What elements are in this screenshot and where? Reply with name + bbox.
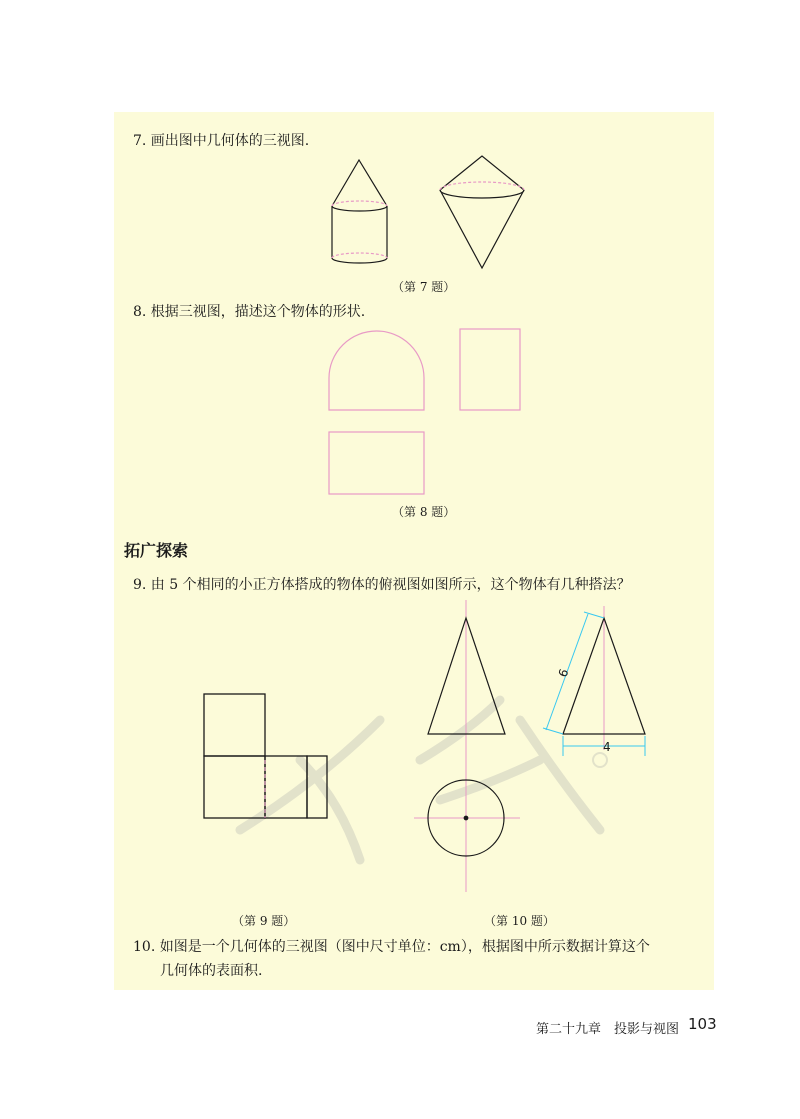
- double-cone-figure: [440, 156, 524, 268]
- caption-10: （第 10 题）: [484, 914, 555, 928]
- problem-10-line1: 10. 如图是一个几何体的三视图（图中尺寸单位：cm），根据图中所示数据计算这个: [133, 939, 650, 955]
- caption-9: （第 9 题）: [232, 914, 296, 928]
- front-view-arch: [329, 331, 424, 410]
- side-view-rect: [460, 329, 520, 410]
- dimension-base-label: 4: [603, 740, 611, 754]
- page-number: 103: [688, 1015, 717, 1033]
- three-views-figure: [329, 329, 520, 494]
- watermark-logo: [240, 700, 607, 860]
- caption-8: （第 8 题）: [392, 505, 456, 519]
- dimension-slant-label: 6: [555, 667, 572, 680]
- problem-9: 9. 由 5 个相同的小正方体搭成的物体的俯视图如图所示，这个物体有几种搭法？: [133, 577, 631, 593]
- problem-10-line2: 几何体的表面积.: [160, 963, 263, 979]
- section-title: 拓广探索: [124, 541, 189, 560]
- top-view-rect: [329, 432, 424, 494]
- cone-cylinder-figure: [332, 160, 387, 263]
- chapter-footer: 第二十九章 投影与视图: [536, 1022, 680, 1037]
- caption-7: （第 7 题）: [392, 280, 456, 294]
- top-view-squares-figure: [204, 694, 327, 818]
- problem-8: 8. 根据三视图，描述这个物体的形状.: [133, 304, 366, 320]
- problem-7: 7. 画出图中几何体的三视图.: [133, 133, 310, 149]
